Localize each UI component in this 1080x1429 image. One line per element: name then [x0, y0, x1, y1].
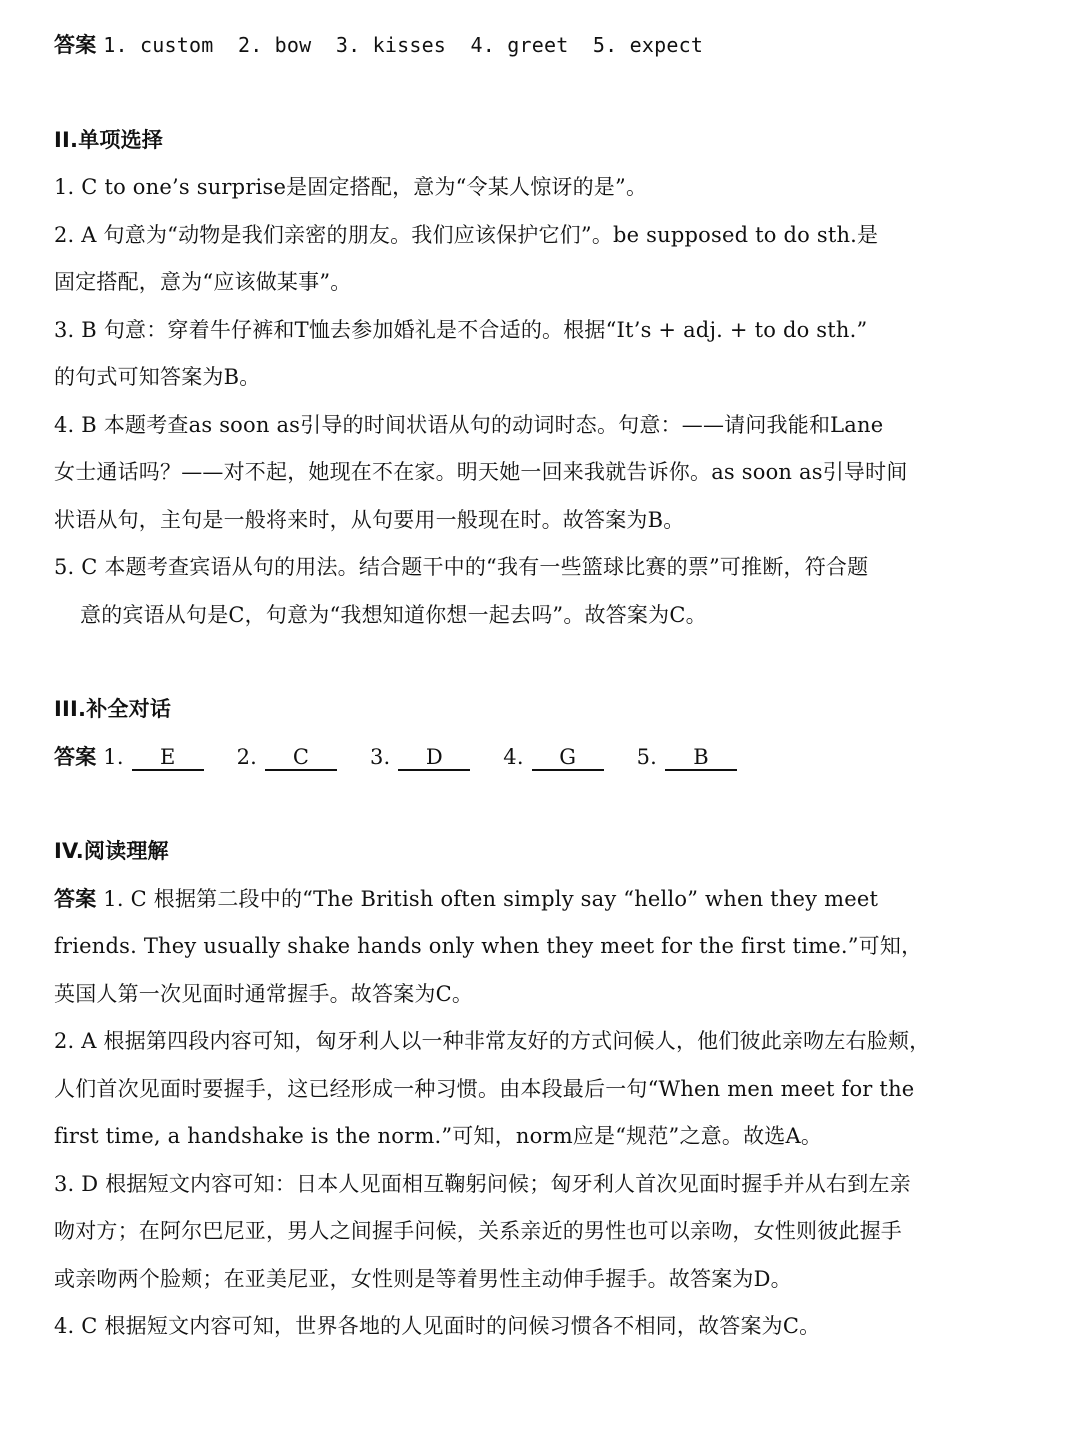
- section2-line: 1. C to one’s surprise是固定搭配，意为“令某人惊讶的是”。: [54, 175, 648, 199]
- blank-answer: G: [532, 745, 604, 771]
- answer-key-document: [54, 22, 1034, 1351]
- blank-item: [637, 745, 763, 769]
- section2-line: 女士通话吗？——对不起，她现在不在家。明天她一回来我就告诉你。as soon as引导时间: [54, 460, 908, 484]
- section1-answers: 1. custom 2. bow 3. kisses 4. greet 5. expect: [103, 33, 704, 57]
- blank-number: 3.: [369, 744, 391, 769]
- section1-answer-line: [54, 22, 1034, 70]
- section4-first-line: [54, 876, 1034, 924]
- section2-line: 2. A 句意为“动物是我们亲密的朋友。我们应该保护它们”。be supposed to do sth.是: [54, 222, 879, 247]
- section4-line: 人们首次见面时要握手，这已经形成一种习惯。由本段最后一句“When men meet for the: [54, 1076, 915, 1101]
- section2-line: 5. C 本题考查宾语从句的用法。结合题干中的“我有一些篮球比赛的票”可推断，符合题: [54, 555, 869, 579]
- blank-answer: E: [132, 745, 204, 771]
- section2-line: 固定搭配，意为“应该做某事”。: [54, 270, 352, 294]
- answer-label: 答案: [54, 744, 97, 769]
- section4-line: 吻对方；在阿尔巴尼亚，男人之间握手问候，关系亲近的男性也可以亲吻，女性则彼此握手: [54, 1219, 902, 1243]
- section2-line: 4. B 本题考查as soon as引导的时间状语从句的动词时态。句意：——请问我能和Lane: [54, 412, 884, 437]
- section3-answer-line: [54, 734, 1034, 782]
- section4-line: 4. C 根据短文内容可知，世界各地的人见面时的问候习惯各不相同，故答案为C。: [54, 1314, 821, 1338]
- section4-line: 或亲吻两个脸颊；在亚美尼亚，女性则是等着男性主动伸手握手。故答案为D。: [54, 1266, 792, 1291]
- blank-item: [370, 745, 503, 769]
- blank-number: 4.: [503, 744, 524, 769]
- blank-item: [503, 745, 636, 769]
- answer-label: 答案: [54, 33, 97, 57]
- blank-number: 2.: [236, 744, 258, 769]
- section4-line: first time, a handshake is the norm.”可知，norm应是“规范”之意。故选A。: [54, 1124, 823, 1148]
- blank-answer: B: [665, 745, 737, 771]
- section4-line: 1. C 根据第二段中的“The British often simply say “hello” when they meet: [103, 886, 879, 911]
- blank-number: 1.: [103, 744, 124, 769]
- section2-line: 的句式可知答案为B。: [54, 365, 261, 389]
- section4-line: friends. They usually shake hands only when they meet for the first time.”可知，: [54, 934, 923, 958]
- section4-line: 英国人第一次见面时通常握手。故答案为C。: [54, 981, 474, 1006]
- blank-item: [103, 745, 236, 769]
- blank-number: 5.: [636, 744, 658, 769]
- section2-line: 3. B 句意：穿着牛仔裤和T恤去参加婚礼是不合适的。根据“It’s + adj. + to do sth.”: [54, 317, 868, 342]
- section3-heading: III.补全对话: [54, 697, 172, 721]
- blank-answer: C: [265, 745, 337, 771]
- section4-line: 2. A 根据第四段内容可知，匈牙利人以一种非常友好的方式问候人，他们彼此亲吻左右脸颊，: [54, 1029, 931, 1053]
- section2-line: 状语从句，主句是一般将来时，从句要用一般现在时。故答案为B。: [54, 507, 685, 532]
- section2-heading: II.单项选择: [54, 127, 164, 152]
- answer-label: 答案: [54, 886, 97, 911]
- section2-line: 意的宾语从句是C，句意为“我想知道你想一起去吗”。故答案为C。: [80, 602, 707, 627]
- section4-heading: IV.阅读理解: [54, 839, 169, 863]
- blank-answer: D: [398, 745, 470, 771]
- blank-item: [237, 745, 370, 769]
- section4-line: 3. D 根据短文内容可知：日本人见面相互鞠躬问候；匈牙利人首次见面时握手并从右到左亲: [54, 1171, 911, 1196]
